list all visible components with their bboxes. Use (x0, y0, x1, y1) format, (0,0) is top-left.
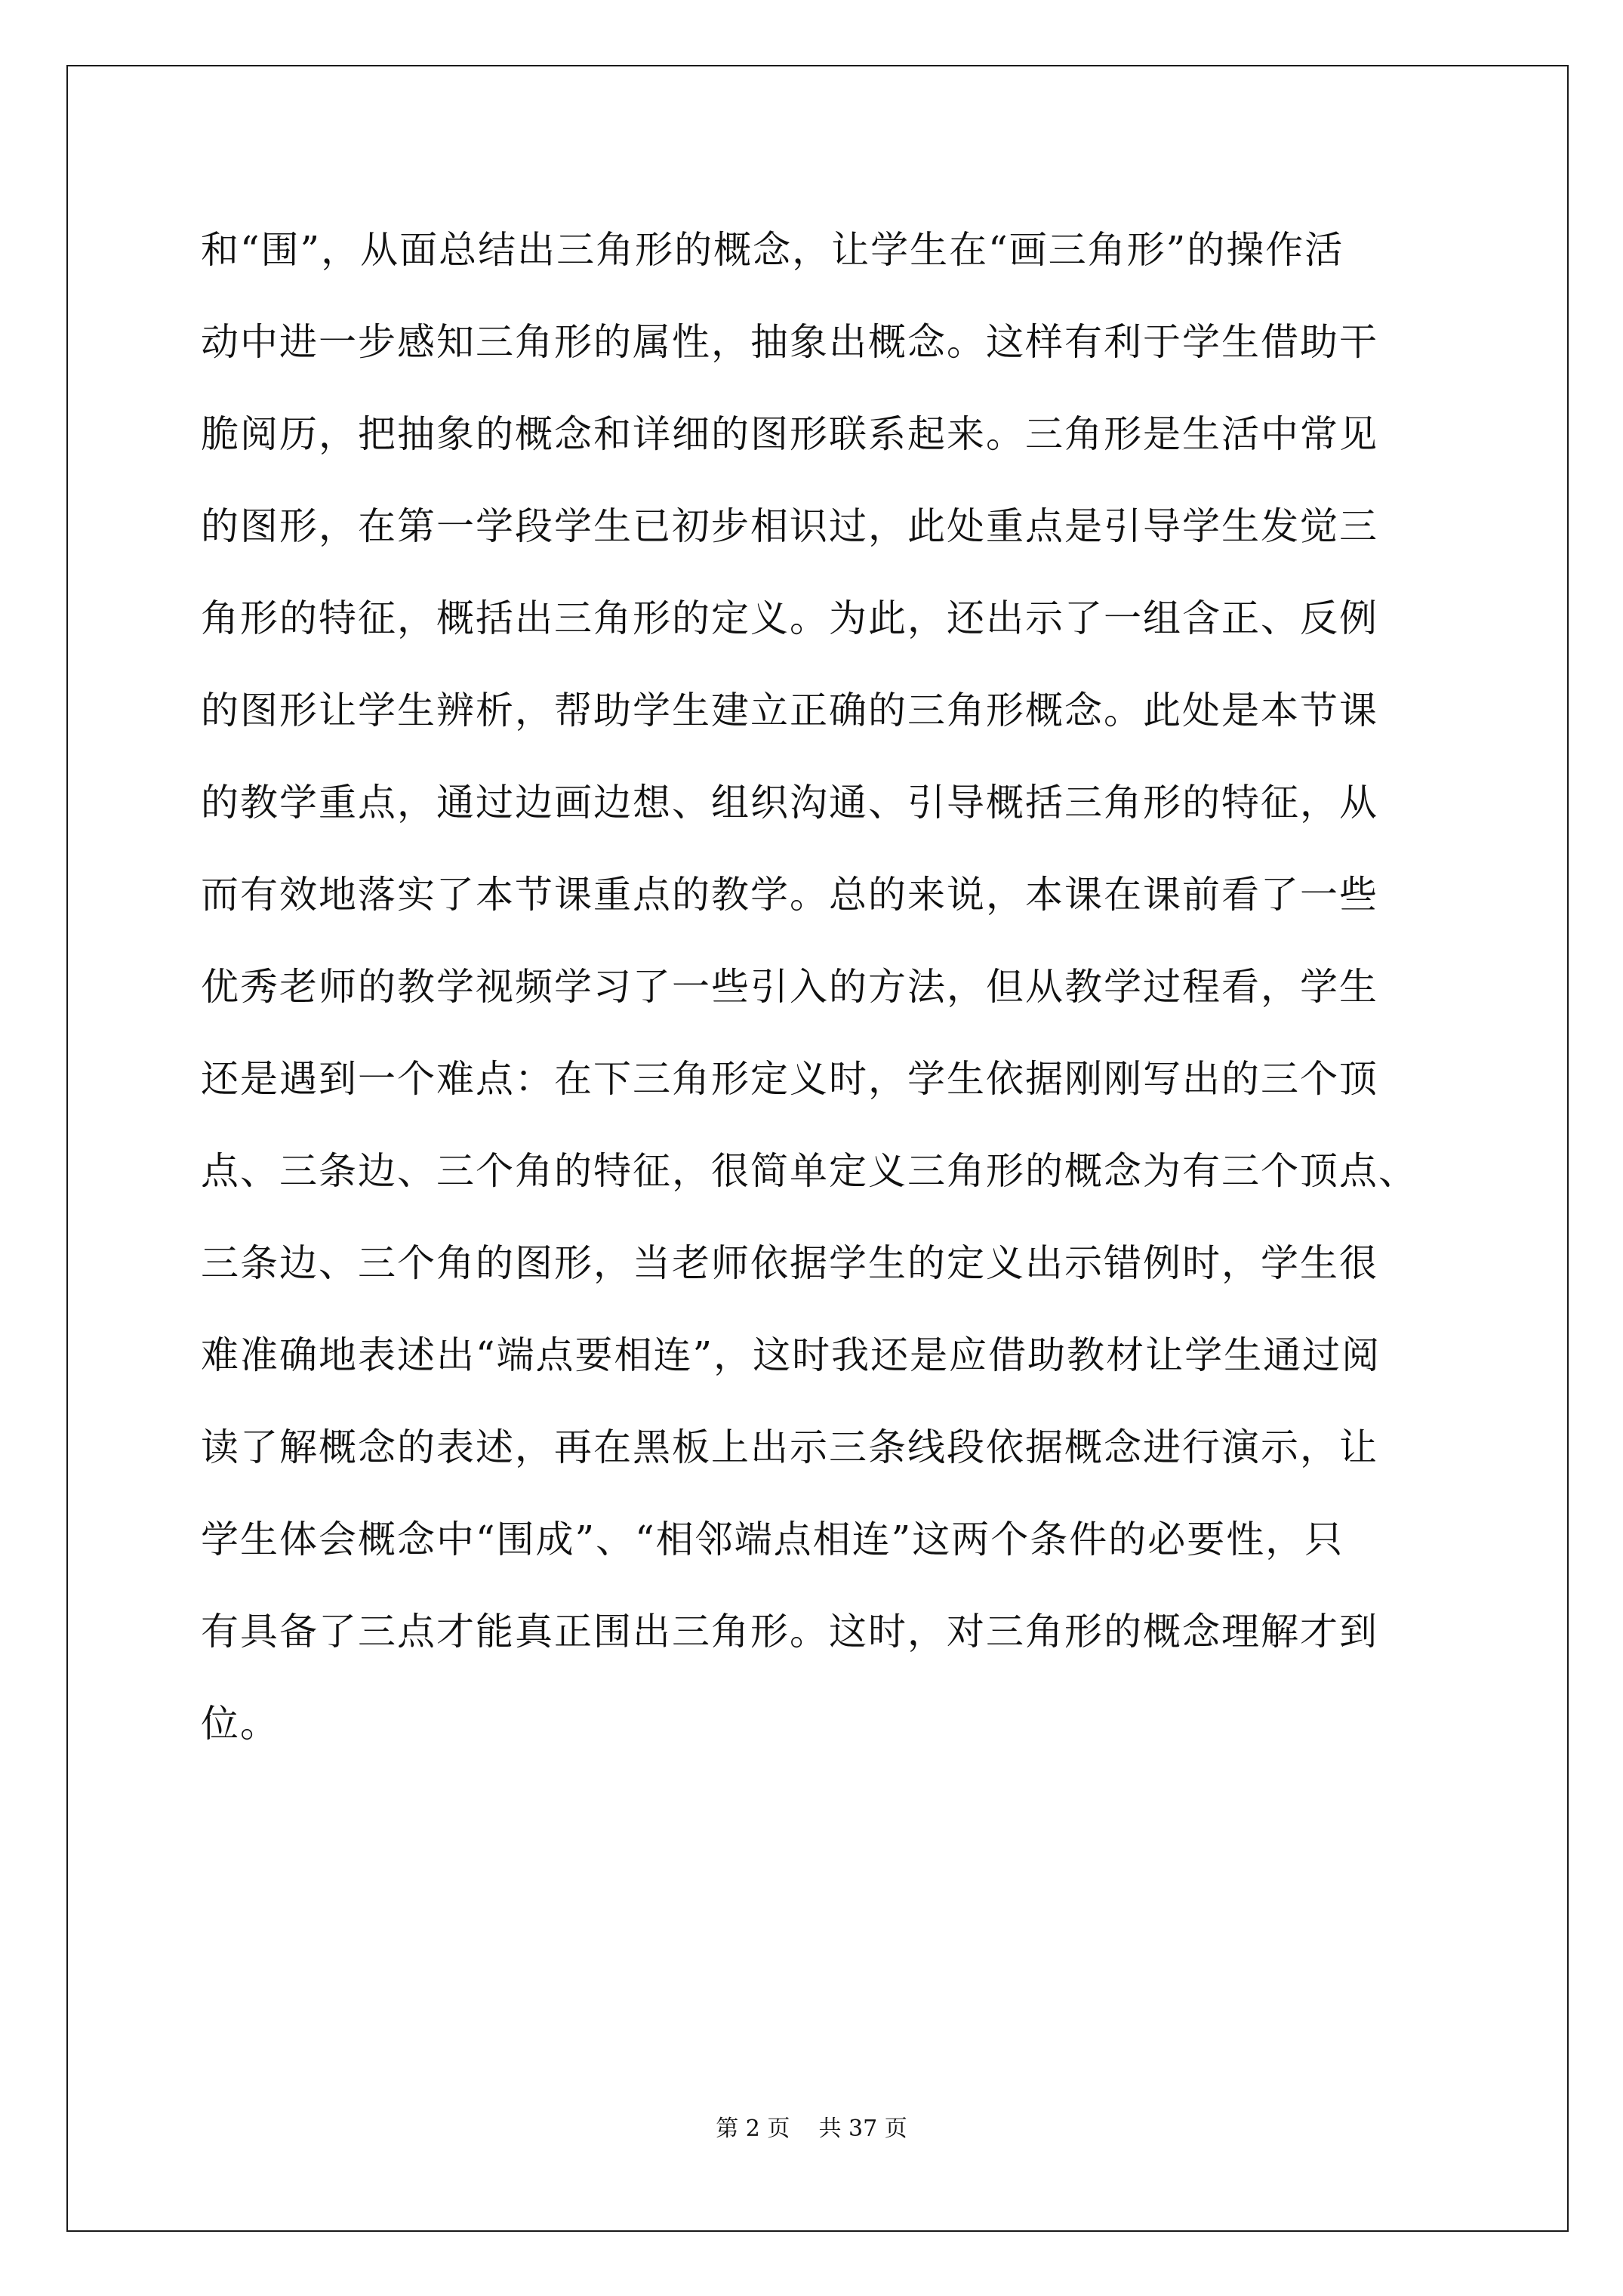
text-line: 还是遇到一个难点：在下三角形定义时，学生依据刚刚写出的三个顶 (201, 1057, 1378, 1101)
text-line: 角形的特征，概括出三角形的定义。为此，还出示了一组含正、反例 (201, 596, 1378, 640)
text-line: 和“围”，从面总结出三角形的概念，让学生在“画三角形”的操作活 (201, 228, 1344, 272)
text-line: 优秀老师的教学视频学习了一些引入的方法，但从教学过程看，学生 (201, 965, 1378, 1009)
body-text (201, 223, 1439, 1789)
text-line: 的图形，在第一学段学生已初步相识过，此处重点是引导学生发觉三 (201, 504, 1378, 548)
text-line: 点、三条边、三个角的特征，很简单定义三角形的概念为有三个顶点、 (201, 1149, 1418, 1193)
text-line: 读了解概念的表述，再在黑板上出示三条线段依据概念进行演示，让 (201, 1425, 1378, 1469)
text-line: 的图形让学生辨析，帮助学生建立正确的三角形概念。此处是本节课 (201, 689, 1378, 732)
text-line: 脆阅历，把抽象的概念和详细的图形联系起来。三角形是生活中常见 (201, 412, 1378, 456)
text-line: 动中进一步感知三角形的属性，抽象出概念。这样有利于学生借助干 (201, 320, 1378, 364)
text-line: 难准确地表述出“端点要相连”，这时我还是应借助教材让学生通过阅 (201, 1333, 1381, 1377)
text-line: 的教学重点，通过边画边想、组织沟通、引导概括三角形的特征，从 (201, 781, 1378, 824)
text-line: 有具备了三点才能真正围出三角形。这时，对三角形的概念理解才到 (201, 1610, 1378, 1653)
page-number-footer: 第 2 页 共 37 页 (716, 2116, 907, 2142)
text-line: 而有效地落实了本节课重点的教学。总的来说，本课在课前看了一些 (201, 873, 1378, 917)
text-line: 学生体会概念中“围成”、“相邻端点相连”这两个条件的必要性，只 (201, 1518, 1344, 1561)
text-line: 三条边、三个角的图形，当老师依据学生的定义出示错例时，学生很 (201, 1241, 1378, 1285)
text-line: 位。 (201, 1702, 279, 1746)
